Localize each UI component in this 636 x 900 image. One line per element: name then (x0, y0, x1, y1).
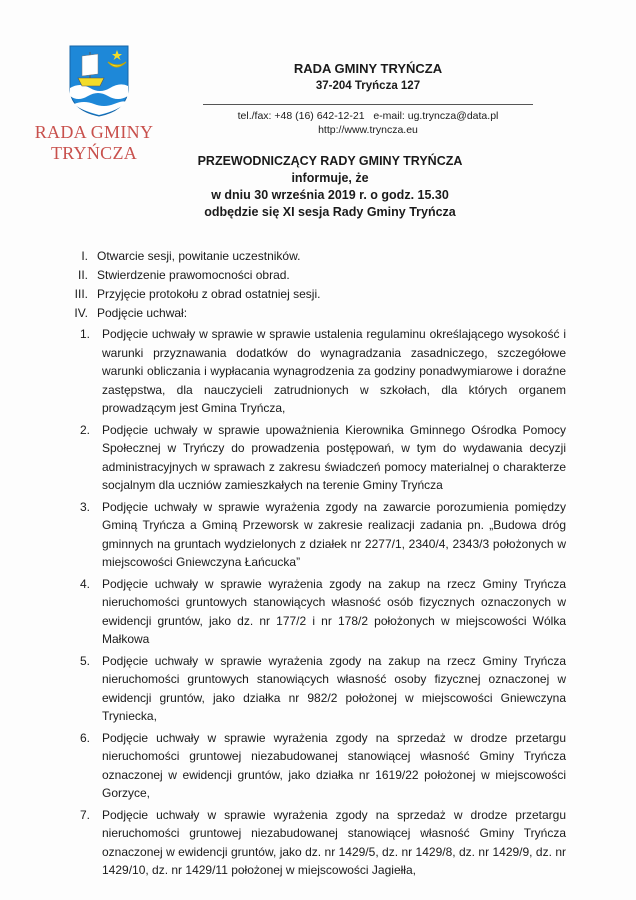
resolution-text: Podjęcie uchwały w sprawie wyrażenia zgody na zakup na rzecz Gminy Tryńcza nieruchomości gruntowych stanowiących własność osób fizycznych oznaczonych w ewidencji gruntów, jako dz. nr 177/2 i nr 178/2 położonych w miejscowości Wólka Małkowa (102, 576, 566, 646)
resolution-item (0, 498, 636, 572)
announcement-line4: odbędzie się XI sesja Rady Gminy Tryńcza (204, 205, 456, 219)
resolution-text: Podjęcie uchwały w sprawie wyrażenia zgody na sprzedaż w drodze przetargu nieruchomości gruntowej niezabudowanej stanowiącej własność Gminy Tryńcza oznaczonej w ewidencji gruntów, jako działka nr 1619/22 położonej w miejscowości Gorzyce, (102, 730, 566, 800)
resolution-number: 7. (80, 807, 91, 822)
announcement-line3: w dniu 30 września 2019 r. o godz. 15.30 (211, 188, 449, 202)
resolution-text: Podjęcie uchwały w sprawie upoważnienia Kierownika Gminnego Ośrodka Pomocy Społecznej w Tryńczy do prowadzenia postępowań, w tym do wydawania decyzji administracyjnych w sprawach z zakresu świadczeń pomocy materialnej o charakterze socjalnym dla uczniów zamieszkałych na terenie Gminy Tryńcza (102, 422, 566, 492)
agenda-item-text: Przyjęcie protokołu z obrad ostatniej sesji. (97, 287, 321, 301)
website-link[interactable]: http://www.tryncza.eu (318, 124, 418, 136)
agenda-item-number: I. (81, 249, 88, 263)
agenda-item-text: Podjęcie uchwał: (97, 306, 188, 320)
resolutions-list (0, 325, 636, 880)
resolution-item (0, 652, 636, 726)
resolution-number: 6. (80, 730, 91, 745)
coat-of-arms-icon (68, 44, 130, 118)
resolution-number: 4. (80, 576, 91, 591)
announcement-line2: informuje, że (291, 171, 369, 185)
org-address: 37-204 Tryńcza 127 (315, 80, 421, 92)
resolution-item (0, 421, 636, 495)
agenda-item-number: II. (77, 268, 88, 282)
agenda-item-number: III. (74, 287, 88, 301)
resolution-text: Podjęcie uchwały w sprawie w sprawie ustalenia regulaminu określającego wysokość i warunki przyznawania dodatków do wynagradzania zasadniczego, szczegółowe warunki obliczania i wypłacania wynagrodzenia za godziny ponadwymiarowe i doraźne zastępstwa, dla nauczycieli zatrudnionych w szkołach, dla których organem prowadzącym jest Gmina Tryńcza, (102, 327, 566, 415)
announcement-line1: PRZEWODNICZĄCY RADY GMINY TRYŃCZA (197, 154, 463, 168)
agenda (0, 247, 636, 883)
crest-label-line2: TRYŃCZA (50, 143, 138, 163)
resolution-item (0, 575, 636, 649)
resolution-text: Podjęcie uchwały w sprawie wyrażenia zgody na sprzedaż w drodze przetargu nieruchomości gruntowej niezabudowanej stanowiącej własność Gminy Tryńcza oznaczonej w ewidencji gruntów, jako dz. nr 1429/5, dz. nr 1429/8, dz. nr 1429/9, dz. nr 1429/10, dz. nr 1429/11 położonej w miejscowości Jagiełła, (102, 807, 566, 877)
resolution-text: Podjęcie uchwały w sprawie wyrażenia zgody na zawarcie porozumienia pomiędzy Gminą Tryńcza a Gminą Przeworsk w zakresie realizacji zadania pn. „Budowa dróg gminnych na gruntach wydzielonych z działek nr 2277/1, 2340/4, 2343/3 położonych w miejscowości Gniewczyna Łańcucka” (102, 499, 566, 569)
agenda-item (0, 247, 636, 266)
resolution-text: Podjęcie uchwały w sprawie wyrażenia zgody na zakup na rzecz Gminy Tryńcza nieruchomości gruntowych stanowiących własność osoby fizycznej oznaczonej w ewidencji gruntów, jako działka nr 982/2 położonej w miejscowości Gniewczyna Tryniecka, (102, 653, 566, 723)
agenda-item-number: IV. (74, 306, 88, 320)
agenda-item-text: Stwierdzenie prawomocności obrad. (97, 268, 290, 282)
announcement (150, 153, 510, 221)
resolution-item (0, 806, 636, 880)
agenda-item (0, 266, 636, 285)
letterhead (200, 60, 536, 137)
agenda-item (0, 304, 636, 323)
resolution-item (0, 729, 636, 803)
resolution-number: 5. (80, 653, 91, 668)
org-name: RADA GMINY TRYŃCZA (293, 61, 443, 76)
contact-line: tel./fax: +48 (16) 642-12-21 e-mail: ug.tryncza@data.pl (237, 110, 499, 122)
crest-label-line1: RADA GMINY (34, 122, 154, 142)
letterhead-divider (203, 104, 533, 105)
resolution-number: 1. (80, 327, 91, 341)
resolution-item (0, 325, 636, 418)
agenda-item-text: Otwarcie sesji, powitanie uczestników. (97, 249, 301, 263)
resolution-number: 3. (80, 499, 91, 514)
agenda-item (0, 285, 636, 304)
resolution-number: 2. (80, 422, 91, 437)
